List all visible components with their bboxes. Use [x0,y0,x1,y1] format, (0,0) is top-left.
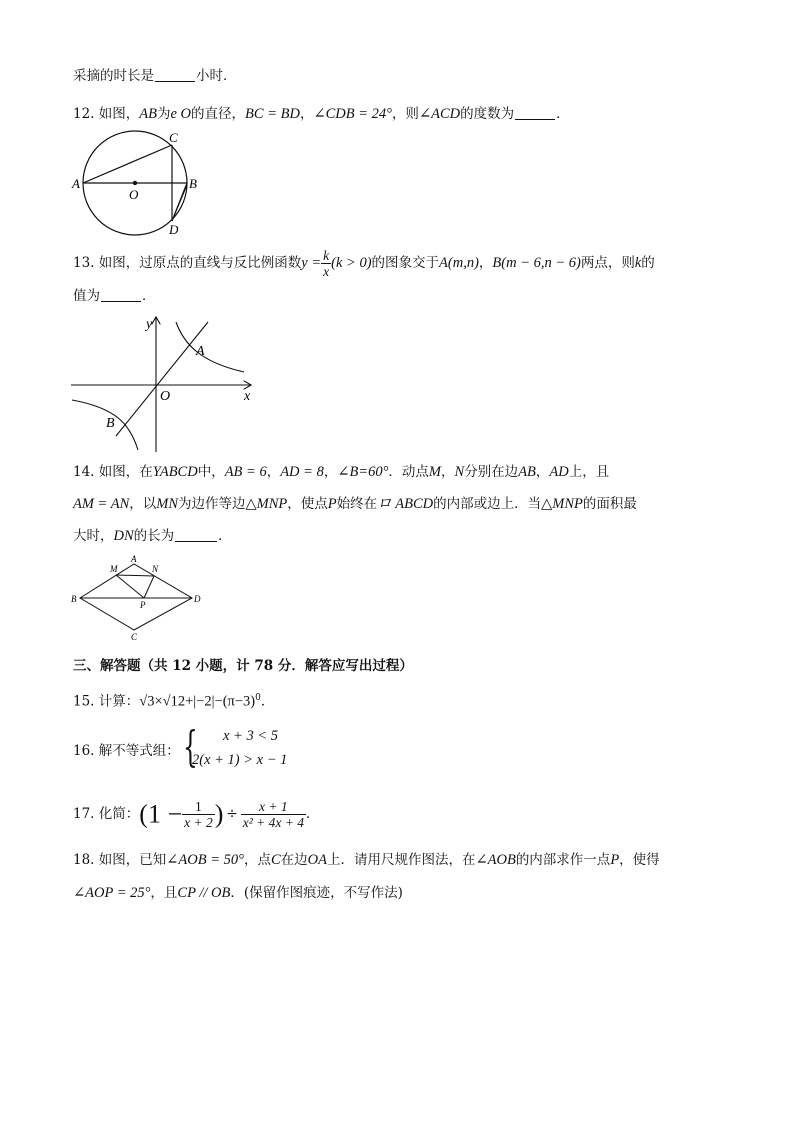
fraction-second: $\frac{x + 1}{\text{x² + 4x + 4}}$ [242,799,304,830]
question-17: 17. 化简：(1 − $\frac{1}{x + 2}$ ) ÷ $\frac{x + 1}{\text{x² + 4x + 4}}$ ． [73,799,320,830]
circle-figure-q12 [68,130,208,240]
label-y: y [146,317,153,332]
label-a: A [131,554,137,564]
label-p: P [140,600,146,610]
segment-mn [116,575,154,576]
parallelogram-figure-q14 [68,552,218,644]
answer-blank [175,527,217,542]
segment-mp [116,575,144,598]
label-b: B [189,176,197,191]
question-18-line2: ∠AOP = 25°，且CP // OB．(保留作图痕迹，不写作法) [73,885,403,901]
question-13-line2: 值为 ． [73,288,156,304]
fraction-1-over-x-plus-2: $\frac{1}{x + 2}$ [184,799,213,830]
answer-blank [101,287,141,302]
question-14-line3: 大时，DN的长为 ． [73,528,232,544]
question-15: 15. 计算：$√3\times√12+|-2|-(\pi-3)^0$． [73,693,275,710]
segment-np [144,576,154,598]
label-m: M [110,564,118,574]
center-point [133,181,137,185]
label-d: D [169,222,179,237]
question-14-line2: AM = AN，以MN为边作等边△MNP，使点P始终在ロ ABCD的内部或边上．当△MNP的面积最 [73,496,637,512]
label-c: C [131,632,138,642]
question-14: 14. 如图，在YABCD中，AB = 6，AD = 8，∠B=60°．动点M，N分别在边AB，AD上，且 [73,464,610,480]
graph-figure-q13 [68,312,268,454]
question-13: 13. 如图，过原点的直线与反比例函数y = $\frac{k}{x}$ (k > 0)的图象交于A(m,n)，B(m − 6,n − 6)两点，则k的 [73,248,655,279]
answer-blank [155,67,195,82]
label-c: C [169,130,178,145]
line-top: 采摘的时长是 小时． [73,68,237,84]
label-o: O [129,187,139,202]
question-18: 18. 如图，已知∠AOB = 50°，点C在边OA上．请用尺规作图法，在∠AOB的内部求作一点P，使得 [73,852,660,868]
question-16: 16. 解不等式组： [73,743,180,759]
chord-db-inner [174,185,187,216]
label-x: x [244,389,251,404]
hyperbola-branch-1 [176,322,244,372]
label-n: N [152,564,159,574]
answer-blank [515,105,555,120]
label-o: O [160,389,171,404]
label-a: A [72,176,80,191]
line-through-origin [116,322,208,436]
fraction-k-over-x: $\frac{k}{x}$ [323,248,330,279]
label-b: B [71,594,77,604]
chord-ac [83,145,172,183]
label-b: B [106,416,115,431]
hyperbola-branch-2 [72,400,138,450]
expression: √3×√12+|−2|−(π−3) [139,693,256,710]
section-3-title: 三、解答题（共 12 小题，计 78 分．解答应写出过程） [73,658,413,674]
label-a: A [196,344,205,359]
parallelogram-abcd [80,564,192,630]
question-12: 12. 如图，AB为e O的直径，BC = BD，∠CDB = 24°，则∠ACD的度数为 ． [73,106,570,122]
left-brace: { [183,722,198,771]
label-d: D [194,594,201,604]
